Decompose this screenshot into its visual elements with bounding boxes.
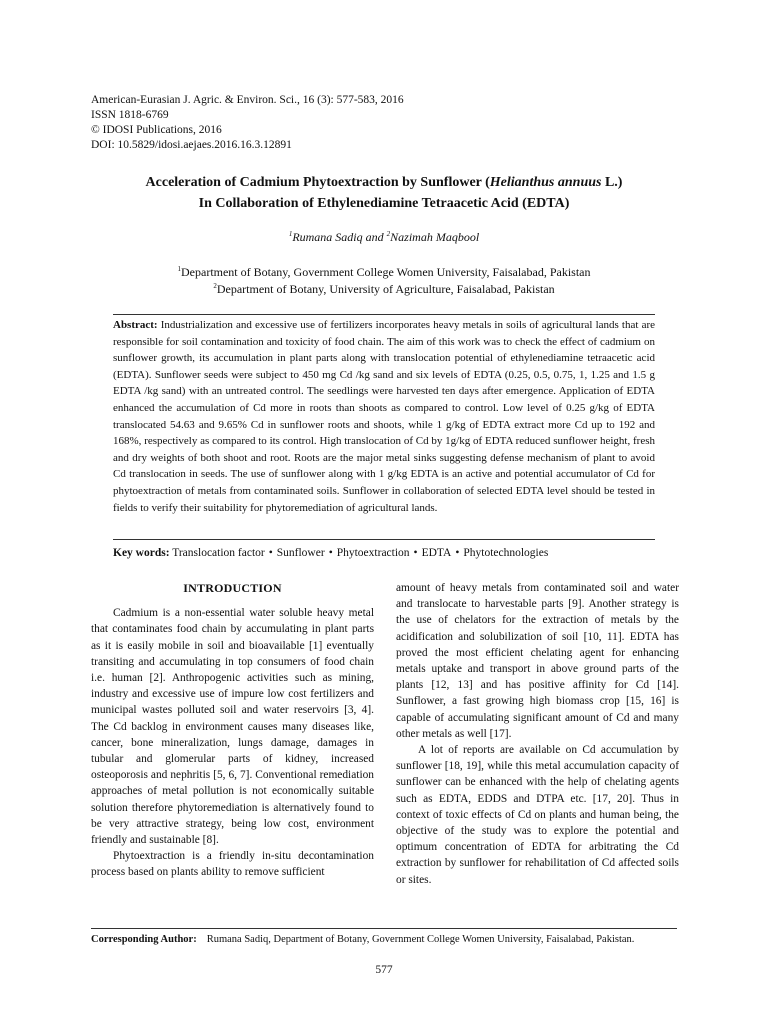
paragraph: Cadmium is a non-essential water soluble heavy metal that contaminates food chain by accumulating in plant parts as it is easily mobile in soil and bioavailable [1] eventually transiting and accumulating in top consumers of food chain i.e. human [2]. Anthropogenic activities such as mining, industry and excessive use of impure low cost fertilizers and municipal wastes polluted soil and water reservoirs [3, 4]. The Cd backlog in environment causes many diseases like, cancer, bone mineralization, lungs damage, damages in tubular and glomerular parts of kidney, increased osteoporosis and nephritis [5, 6, 7]. Conventional remediation approaches of metal pollution is not economically suitable solution therefore phytoremediation is alternatively found to be very attractive strategy, being low cost, environment friendly and sustainable [8]. xyxy=(91,607,374,847)
affiliation-text: Department of Botany, University of Agriculture, Faisalabad, Pakistan xyxy=(216,282,555,296)
divider xyxy=(113,539,655,540)
abstract xyxy=(113,317,655,516)
keyword: EDTA xyxy=(421,547,452,559)
footnote-divider xyxy=(91,928,677,929)
divider xyxy=(113,314,655,315)
title-line-2: In Collaboration of Ethylenediamine Tetraacetic Acid (EDTA) xyxy=(198,196,570,211)
affiliation-marker: 2 xyxy=(386,230,391,238)
publisher: © IDOSI Publications, 2016 xyxy=(91,124,222,136)
abstract-text: Industrialization and excessive use of fertilizers incorporates heavy metals in soils of agricultural lands that are responsible for soil contamination and toxicity of food chain. The aim of this work was to check the effect of cadmium on sunflower growth, its accumulation in plant parts along with translocation potential of ethylenediamine tetraacetic acid (EDTA). Sunflower seeds were subject to 450 mg Cd /kg sand and six levels of EDTA (0.25, 0.5, 0.75, 1, 1.25 and 1.5 g EDTA /kg sand) with an untreated control. The seedlings were harvested ten days after emergence. Application of EDTA enhanced the accumulation of Cd more in roots than shoots as compared to control. Low level of 0.25 g/kg of EDTA translocated 54.63 and 9.65% Cd in sunflower roots and shoots, while 1 g/kg of EDTA extract more Cd up to 192 and 168%, respectively as compared to its control. High translocation of Cd by 1g/kg of EDTA reduced sunflower height, fresh and dry weights of both shoot and root. Roots are the major metal sinks suggesting defense mechanism of plant to avoid Cd translocation in seeds. The use of sunflower along with 1 g/kg EDTA is an active and potential accumulator of Cd for phytoextraction of metals from contaminated soils. Sunflower in collaboration of selected EDTA level should be tested in fields to verify their suitability for phytoremediation of agricultural lands. xyxy=(113,319,655,514)
paragraph: Phytoextraction is a friendly in-situ decontamination process based on plants ability to remove sufficient xyxy=(91,850,374,879)
keyword: Translocation factor xyxy=(172,547,265,559)
paragraph: A lot of reports are available on Cd accumulation by sunflower [18, 19], while this metal accumulation capacity of sunflower can be enhanced with the help of chelating agents such as EDTA, EDDS and DTPA etc. [17, 20]. Thus in context of toxic effects of Cd on plants and human being, the objective of the study was to explore the potential and optimum concentration of EDTA for arbitrating the Cd extraction by sunflower for rehabilitation of Cd affected soils or sites. xyxy=(396,744,679,886)
author-list xyxy=(0,230,768,245)
title-text: Acceleration of Cadmium Phytoextraction by Sunflower ( xyxy=(145,175,490,190)
right-column xyxy=(396,580,679,888)
author-name: Nazimah Maqbool xyxy=(390,230,480,244)
affiliation-text: Department of Botany, Government College Women University, Faisalabad, Pakistan xyxy=(181,265,591,279)
section-heading: INTRODUCTION xyxy=(183,581,282,595)
author-name: Rumana Sadiq and xyxy=(292,230,387,244)
abstract-label: Abstract: xyxy=(113,319,158,331)
journal-citation: American-Eurasian J. Agric. & Environ. Sci., 16 (3): 577-583, 2016 xyxy=(91,94,404,106)
title-line-1 xyxy=(60,172,708,193)
species-name: Helianthus annuus xyxy=(489,175,602,190)
corresponding-label: Corresponding Author: xyxy=(91,934,197,945)
keyword: Phytotechnologies xyxy=(463,547,549,559)
affiliation-2 xyxy=(0,281,768,298)
affiliation-marker: 2 xyxy=(213,282,217,290)
affiliation-marker: 1 xyxy=(177,265,181,273)
keyword: Phytoextraction xyxy=(336,547,410,559)
keyword-separator: • xyxy=(328,547,333,559)
keyword-separator: • xyxy=(455,547,460,559)
keywords xyxy=(113,547,655,559)
affiliations xyxy=(0,264,768,298)
paragraph: amount of heavy metals from contaminated soil and water and translocate to harvestable parts [9]. Another strategy is the use of chelators for the extraction of metals by the acidification and solubilization of soil [10, 11]. EDTA has proved the most efficient chelating agent for enhancing metals uptake and transport in above ground parts of the plants [12, 13] and has positive affinity for Cd [14]. Sunflower, a fast growing high biomass crop [15, 16] is capable of accumulating significant amount of Cd and many other metals as well [17]. xyxy=(396,582,679,740)
title-text: L.) xyxy=(601,175,623,190)
corresponding-text: Rumana Sadiq, Department of Botany, Government College Women University, Faisalabad, Pakistan. xyxy=(206,934,635,945)
keyword-separator: • xyxy=(413,547,418,559)
doi: DOI: 10.5829/idosi.aejaes.2016.16.3.12891 xyxy=(91,139,292,151)
paper-title xyxy=(60,172,708,214)
issn: ISSN 1818-6769 xyxy=(91,109,169,121)
journal-header xyxy=(91,93,404,153)
keyword: Sunflower xyxy=(276,547,325,559)
affiliation-marker: 1 xyxy=(288,230,293,238)
corresponding-author xyxy=(91,934,634,945)
affiliation-1 xyxy=(0,264,768,281)
keyword-separator: • xyxy=(268,547,273,559)
page-number: 577 xyxy=(375,964,393,976)
left-column xyxy=(91,580,374,881)
keywords-label: Key words: xyxy=(113,547,170,559)
